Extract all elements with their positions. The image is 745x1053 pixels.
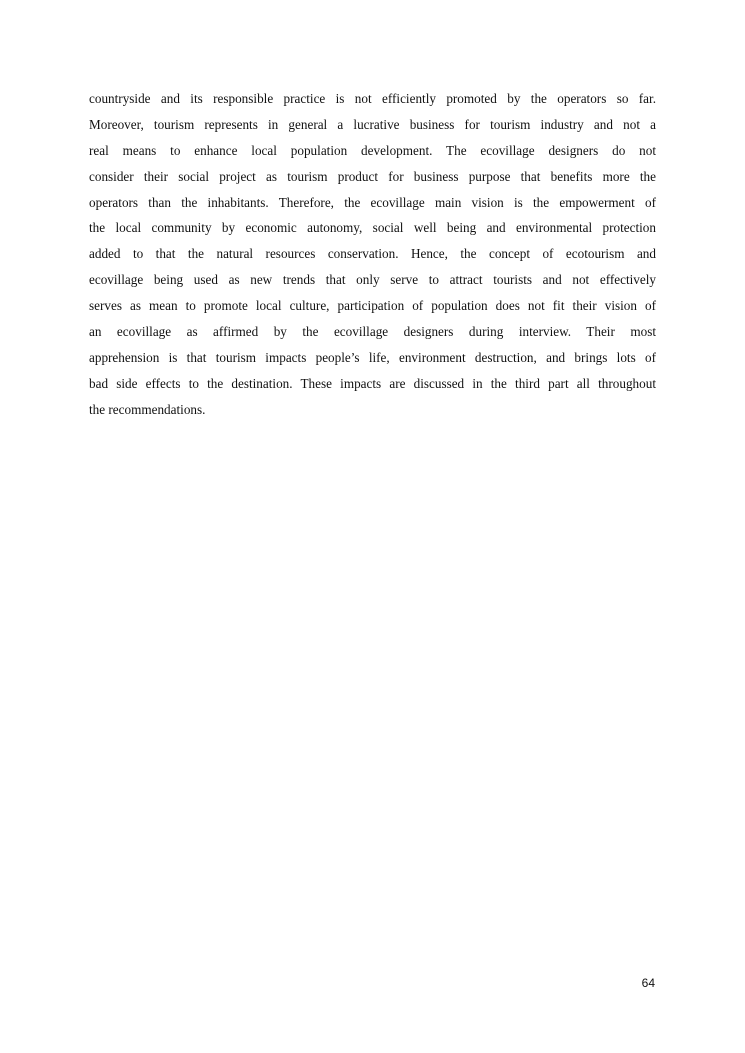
paragraph-line: bad side effects to the destination. These impacts are discussed in the third part all throughout — [89, 375, 656, 391]
paragraph-line: operators than the inhabitants. Therefore, the ecovillage main vision is the empowerment of — [89, 194, 656, 210]
paragraph-line-last: the recommendations. — [89, 401, 206, 417]
paragraph-line: ecovillage being used as new trends that only serve to attract tourists and not effectively — [89, 272, 656, 288]
paragraph-line: serves as mean to promote local culture, participation of population does not fit their vision of — [89, 298, 656, 314]
paragraph-line: Moreover, tourism represents in general a lucrative business for tourism industry and not a — [89, 116, 656, 132]
paragraph-line: added to that the natural resources conservation. Hence, the concept of ecotourism and — [89, 246, 656, 262]
paragraph-line: real means to enhance local population development. The ecovillage designers do not — [89, 142, 656, 158]
paragraph-line: consider their social project as tourism product for business purpose that benefits more the — [89, 168, 656, 184]
paragraph-line: countryside and its responsible practice is not efficiently promoted by the operators so far. — [89, 91, 656, 106]
page-number: 64 — [641, 976, 655, 990]
paragraph-line: apprehension is that tourism impacts people’s life, environment destruction, and brings lots of — [89, 349, 656, 365]
paragraph-line: the local community by economic autonomy, social well being and environmental protection — [89, 220, 656, 236]
body-paragraph — [89, 86, 656, 423]
paragraph-line: an ecovillage as affirmed by the ecovillage designers during interview. Their most — [89, 324, 656, 340]
